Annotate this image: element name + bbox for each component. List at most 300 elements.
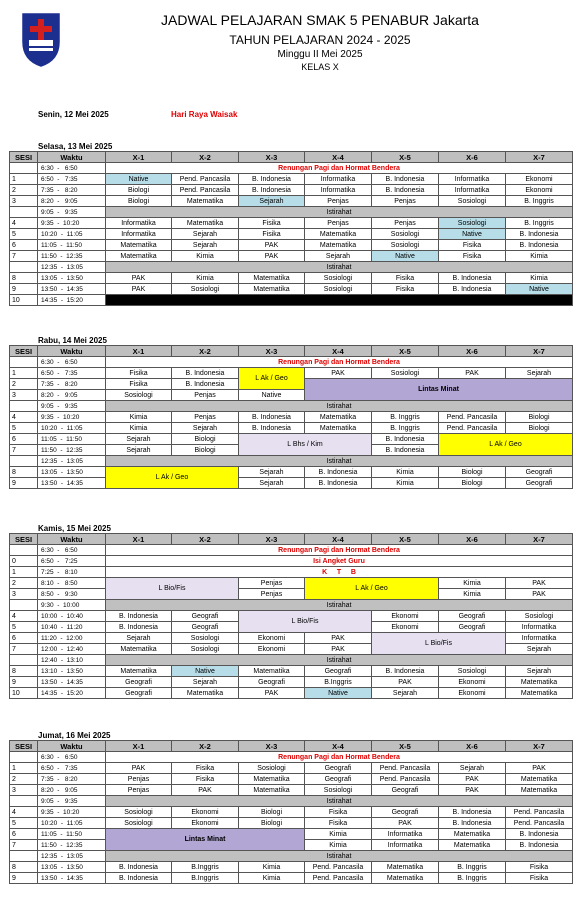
session-number [10, 545, 38, 556]
subject-cell: Ekonomi [172, 818, 239, 829]
subject-cell: Lintas Minat [106, 829, 305, 851]
time-cell: 13:05 - 13:50 [38, 467, 106, 478]
class-header: X-1 [106, 152, 172, 163]
session-number: 9 [10, 677, 38, 688]
session-number: 9 [10, 873, 38, 884]
session-number: 2 [10, 379, 38, 390]
academic-year: TAHUN PELAJARAN 2024 - 2025 [229, 33, 411, 47]
subject-cell: B. Indonesia [106, 611, 172, 622]
subject-cell: Isi Angket Guru [106, 556, 573, 567]
subject-cell: Matematika [305, 240, 372, 251]
subject-cell: L Bhs / Kim [239, 434, 372, 456]
subject-cell: Sosiologi [305, 273, 372, 284]
table-row [10, 556, 573, 567]
subject-cell: B. Indonesia [239, 174, 305, 185]
time-cell: 11:05 - 11:50 [38, 240, 106, 251]
subject-cell: Sejarah [106, 434, 172, 445]
subject-cell: B.Inggris [172, 873, 239, 884]
time-cell: 6:50 - 7:35 [38, 368, 106, 379]
subject-cell: Ekonomi [239, 633, 305, 644]
subject-cell: Sejarah [172, 240, 239, 251]
subject-cell: Penjas [106, 785, 172, 796]
holiday-note: Hari Raya Waisak [171, 110, 238, 119]
subject-cell: Geografi [439, 611, 506, 622]
class-header: X-4 [305, 346, 372, 357]
day-title: Rabu, 14 Mei 2025 [38, 336, 107, 345]
subject-cell: Kimia [172, 273, 239, 284]
subject-cell: Matematika [239, 785, 305, 796]
table-row [10, 752, 573, 763]
class-header: X-4 [305, 152, 372, 163]
subject-cell: Istirahat [106, 655, 573, 666]
table-row [10, 567, 573, 578]
time-header: Waktu [38, 346, 106, 357]
subject-cell: Pend. Pancasila [372, 763, 439, 774]
subject-cell: Renungan Pagi dan Hormat Bendera [106, 163, 573, 174]
session-number: 6 [10, 434, 38, 445]
subject-cell: Matematika [172, 688, 239, 699]
session-number [10, 207, 38, 218]
time-cell: 9:30 - 10:00 [38, 600, 106, 611]
subject-cell: Matematika [239, 284, 305, 295]
subject-cell: B. Indonesia [506, 229, 573, 240]
session-number: 0 [10, 556, 38, 567]
schedule-table [9, 533, 573, 699]
subject-cell: Biologi [172, 434, 239, 445]
subject-cell: Istirahat [106, 851, 573, 862]
subject-cell: K T B [106, 567, 573, 578]
time-cell: 13:05 - 13:50 [38, 862, 106, 873]
class-header: X-2 [172, 152, 239, 163]
table-row [10, 545, 573, 556]
subject-cell: B. Indonesia [106, 873, 172, 884]
subject-cell: Matematika [239, 273, 305, 284]
table-row [10, 163, 573, 174]
time-cell: 9:05 - 9:35 [38, 207, 106, 218]
subject-cell: Kimia [106, 412, 172, 423]
class-header: X-7 [506, 346, 573, 357]
subject-cell: B. Inggris [506, 196, 573, 207]
class-header: X-2 [172, 534, 239, 545]
subject-cell: L Bio/Fis [239, 611, 372, 633]
class-header: X-5 [372, 152, 439, 163]
subject-cell: Renungan Pagi dan Hormat Bendera [106, 752, 573, 763]
week-label: Minggu II Mei 2025 [277, 49, 363, 60]
subject-cell: Native [506, 284, 573, 295]
table-row [10, 240, 573, 251]
subject-cell: Fisika [372, 273, 439, 284]
time-header: Waktu [38, 152, 106, 163]
subject-cell: Fisika [305, 807, 372, 818]
class-header: X-4 [305, 741, 372, 752]
table-row [10, 796, 573, 807]
subject-cell: B.Inggris [172, 862, 239, 873]
subject-cell: Sejarah [172, 677, 239, 688]
subject-cell: Istirahat [106, 262, 573, 273]
subject-cell: PAK [439, 368, 506, 379]
table-row [10, 829, 573, 840]
subject-cell: Sosiologi [172, 644, 239, 655]
subject-cell: B. Indonesia [506, 840, 573, 851]
session-number: 4 [10, 611, 38, 622]
subject-cell: Geografi [439, 622, 506, 633]
time-header: Waktu [38, 741, 106, 752]
subject-cell: L Bio/Fis [372, 633, 506, 655]
subject-cell: Penjas [305, 196, 372, 207]
subject-cell: Geografi [372, 807, 439, 818]
time-header: Waktu [38, 534, 106, 545]
time-cell: 9:35 - 10:20 [38, 807, 106, 818]
session-number [10, 796, 38, 807]
table-row [10, 262, 573, 273]
subject-cell: Biologi [506, 423, 573, 434]
subject-cell: B. Indonesia [439, 818, 506, 829]
table-header-row [10, 741, 573, 752]
subject-cell: Fisika [172, 774, 239, 785]
time-cell: 6:50 - 7:25 [38, 556, 106, 567]
subject-cell: PAK [239, 688, 305, 699]
session-number: 4 [10, 807, 38, 818]
subject-cell: Matematika [172, 218, 239, 229]
subject-cell: Sosiologi [106, 390, 172, 401]
table-row [10, 284, 573, 295]
subject-cell: Sejarah [106, 445, 172, 456]
time-cell: 6:50 - 7:35 [38, 763, 106, 774]
table-row [10, 229, 573, 240]
session-number [10, 655, 38, 666]
time-cell: 13:50 - 14:35 [38, 873, 106, 884]
session-number: 4 [10, 412, 38, 423]
session-number: 3 [10, 589, 38, 600]
subject-cell: Sejarah [239, 467, 305, 478]
subject-cell: Istirahat [106, 207, 573, 218]
time-cell: 10:20 - 11:05 [38, 818, 106, 829]
subject-cell: Kimia [172, 251, 239, 262]
subject-cell: Sejarah [372, 688, 439, 699]
session-number: 7 [10, 840, 38, 851]
subject-cell: Kimia [239, 873, 305, 884]
subject-cell: PAK [506, 763, 573, 774]
subject-cell: PAK [239, 240, 305, 251]
class-label: KELAS X [301, 62, 339, 72]
table-row [10, 873, 573, 884]
time-cell: 14:35 - 15:20 [38, 688, 106, 699]
subject-cell: Ekonomi [439, 688, 506, 699]
subject-cell: Sejarah [506, 666, 573, 677]
subject-cell: PAK [305, 368, 372, 379]
time-cell: 10:20 - 11:05 [38, 423, 106, 434]
class-header: X-6 [439, 152, 506, 163]
subject-cell: Sosiologi [239, 763, 305, 774]
subject-cell: Sosiologi [106, 807, 172, 818]
subject-cell: Sejarah [506, 644, 573, 655]
table-row [10, 600, 573, 611]
subject-cell: Informatika [372, 829, 439, 840]
subject-cell: Biologi [239, 818, 305, 829]
subject-cell: B. Indonesia [439, 284, 506, 295]
subject-cell: Native [172, 666, 239, 677]
class-header: X-3 [239, 741, 305, 752]
time-cell: 12:40 - 13:10 [38, 655, 106, 666]
subject-cell: Kimia [305, 840, 372, 851]
session-number [10, 456, 38, 467]
time-cell: 9:05 - 9:35 [38, 401, 106, 412]
subject-cell: Penjas [239, 589, 305, 600]
session-number: 1 [10, 763, 38, 774]
session-number: 1 [10, 368, 38, 379]
subject-cell: B. Indonesia [372, 666, 439, 677]
table-row [10, 401, 573, 412]
subject-cell: Geografi [106, 688, 172, 699]
subject-cell: Fisika [106, 368, 172, 379]
subject-cell: Kimia [506, 273, 573, 284]
subject-cell: PAK [439, 785, 506, 796]
subject-cell: Matematika [106, 644, 172, 655]
time-cell: 12:35 - 13:05 [38, 851, 106, 862]
session-number: 2 [10, 774, 38, 785]
subject-cell: Fisika [372, 284, 439, 295]
session-number [10, 357, 38, 368]
session-number: 5 [10, 423, 38, 434]
subject-cell: Matematika [305, 423, 372, 434]
subject-cell: Native [239, 390, 305, 401]
table-row [10, 785, 573, 796]
time-cell: 7:25 - 8:10 [38, 567, 106, 578]
subject-cell: Informatika [439, 174, 506, 185]
sesi-header: SESI [10, 346, 38, 357]
table-row [10, 478, 573, 489]
day-title: Jumat, 16 Mei 2025 [38, 731, 111, 740]
session-number: 6 [10, 240, 38, 251]
table-row [10, 207, 573, 218]
session-number: 8 [10, 273, 38, 284]
subject-cell: B.Inggris [305, 677, 372, 688]
subject-cell: Ekonomi [439, 677, 506, 688]
subject-cell: Ekonomi [506, 174, 573, 185]
subject-cell: Geografi [172, 622, 239, 633]
subject-cell: Sosiologi [506, 611, 573, 622]
time-cell: 8:50 - 9:30 [38, 589, 106, 600]
table-row [10, 589, 573, 600]
session-number: 6 [10, 633, 38, 644]
table-row [10, 688, 573, 699]
subject-cell: PAK [305, 633, 372, 644]
time-cell: 7:35 - 8:20 [38, 774, 106, 785]
session-number: 8 [10, 666, 38, 677]
subject-cell: Renungan Pagi dan Hormat Bendera [106, 357, 573, 368]
session-number: 2 [10, 185, 38, 196]
time-cell: 8:20 - 9:05 [38, 390, 106, 401]
subject-cell: Matematika [106, 666, 172, 677]
session-number: 3 [10, 196, 38, 207]
table-row [10, 818, 573, 829]
subject-cell: Fisika [172, 763, 239, 774]
subject-cell: Kimia [239, 862, 305, 873]
subject-cell: Matematika [172, 196, 239, 207]
subject-cell: L Ak / Geo [439, 434, 573, 456]
subject-cell: Informatika [305, 174, 372, 185]
session-number [10, 401, 38, 412]
subject-cell: Native [372, 251, 439, 262]
schedule-table [9, 740, 573, 884]
subject-cell: Geografi [305, 666, 372, 677]
session-number: 7 [10, 644, 38, 655]
subject-cell: Sosiologi [172, 284, 239, 295]
subject-cell: Penjas [372, 218, 439, 229]
subject-cell: Matematika [239, 774, 305, 785]
subject-cell: Kimia [506, 251, 573, 262]
monday-date: Senin, 12 Mei 2025 [38, 110, 109, 119]
subject-cell: Pend. Pancasila [506, 807, 573, 818]
subject-cell: Sosiologi [372, 240, 439, 251]
day-title: Selasa, 13 Mei 2025 [38, 142, 113, 151]
time-cell: 9:35 - 10:20 [38, 218, 106, 229]
subject-cell: Penjas [305, 218, 372, 229]
time-cell: 6:50 - 7:35 [38, 174, 106, 185]
subject-cell: Penjas [106, 774, 172, 785]
subject-cell: B. Indonesia [439, 807, 506, 818]
subject-cell: Informatika [439, 185, 506, 196]
subject-cell: Kimia [305, 829, 372, 840]
table-row [10, 196, 573, 207]
class-header: X-6 [439, 741, 506, 752]
subject-cell: Biologi [239, 807, 305, 818]
subject-cell: Pend. Pancasila [305, 862, 372, 873]
time-cell: 10:20 - 11:05 [38, 229, 106, 240]
sesi-header: SESI [10, 741, 38, 752]
subject-cell: Sejarah [172, 423, 239, 434]
subject-cell: Pend. Pancasila [506, 818, 573, 829]
subject-cell: Informatika [506, 633, 573, 644]
subject-cell: PAK [172, 785, 239, 796]
time-cell: 10:40 - 11:20 [38, 622, 106, 633]
session-number [10, 163, 38, 174]
subject-cell: Geografi [372, 785, 439, 796]
subject-cell: Ekonomi [506, 185, 573, 196]
subject-cell: Sosiologi [106, 818, 172, 829]
time-cell: 11:05 - 11:50 [38, 829, 106, 840]
session-number: 8 [10, 467, 38, 478]
subject-cell: Sejarah [239, 196, 305, 207]
subject-cell: B. Indonesia [506, 240, 573, 251]
table-row [10, 611, 573, 622]
session-number: 2 [10, 578, 38, 589]
subject-cell: Fisika [239, 229, 305, 240]
subject-cell: Fisika [305, 818, 372, 829]
time-cell: 12:35 - 13:05 [38, 456, 106, 467]
table-row [10, 434, 573, 445]
subject-cell: Penjas [172, 412, 239, 423]
subject-cell: B. Inggris [439, 862, 506, 873]
subject-cell: B. Inggris [439, 873, 506, 884]
subject-cell [106, 295, 573, 306]
subject-cell: Biologi [106, 196, 172, 207]
subject-cell: Lintas Minat [305, 379, 573, 401]
subject-cell: B. Indonesia [372, 434, 439, 445]
subject-cell: L Ak / Geo [106, 467, 239, 489]
subject-cell: PAK [106, 273, 172, 284]
table-row [10, 807, 573, 818]
subject-cell: Ekonomi [372, 611, 439, 622]
subject-cell: Matematika [372, 873, 439, 884]
class-header: X-5 [372, 534, 439, 545]
session-number: 5 [10, 229, 38, 240]
subject-cell: Kimia [106, 423, 172, 434]
subject-cell: Sosiologi [439, 196, 506, 207]
subject-cell: Ekonomi [172, 807, 239, 818]
subject-cell: Biologi [439, 467, 506, 478]
subject-cell: PAK [239, 251, 305, 262]
session-number: 9 [10, 478, 38, 489]
session-number: 9 [10, 284, 38, 295]
subject-cell: Sejarah [239, 478, 305, 489]
subject-cell: Fisika [506, 873, 573, 884]
time-cell: 13:50 - 14:35 [38, 478, 106, 489]
subject-cell: B. Inggris [372, 412, 439, 423]
class-header: X-4 [305, 534, 372, 545]
table-row [10, 456, 573, 467]
table-row [10, 677, 573, 688]
subject-cell: Native [106, 174, 172, 185]
subject-cell: Penjas [172, 390, 239, 401]
table-row [10, 763, 573, 774]
subject-cell: Sejarah [106, 633, 172, 644]
time-cell: 11:50 - 12:35 [38, 251, 106, 262]
table-row [10, 251, 573, 262]
subject-cell: B. Inggris [506, 218, 573, 229]
subject-cell: Matematika [305, 412, 372, 423]
subject-cell: Kimia [439, 578, 506, 589]
time-cell: 8:20 - 9:05 [38, 196, 106, 207]
subject-cell: L Bio/Fis [106, 578, 239, 600]
subject-cell: L Ak / Geo [305, 578, 439, 600]
school-logo [20, 12, 62, 68]
session-number: 7 [10, 445, 38, 456]
table-row [10, 273, 573, 284]
subject-cell: B. Indonesia [106, 862, 172, 873]
subject-cell: Fisika [239, 218, 305, 229]
time-cell: 13:10 - 13:50 [38, 666, 106, 677]
subject-cell: Informatika [372, 840, 439, 851]
session-number: 4 [10, 218, 38, 229]
table-row [10, 851, 573, 862]
subject-cell: Pend. Pancasila [305, 873, 372, 884]
subject-cell: PAK [372, 677, 439, 688]
subject-cell: Kimia [439, 589, 506, 600]
subject-cell: Fisika [106, 379, 172, 390]
subject-cell: Penjas [239, 578, 305, 589]
time-cell: 13:50 - 14:35 [38, 677, 106, 688]
subject-cell: PAK [305, 644, 372, 655]
session-number: 8 [10, 862, 38, 873]
subject-cell: Pend. Pancasila [372, 774, 439, 785]
subject-cell: Informatika [506, 622, 573, 633]
subject-cell: B. Indonesia [305, 478, 372, 489]
class-header: X-1 [106, 741, 172, 752]
table-row [10, 185, 573, 196]
class-header: X-3 [239, 346, 305, 357]
subject-cell: PAK [106, 763, 172, 774]
class-header: X-3 [239, 534, 305, 545]
time-cell: 9:35 - 10:20 [38, 412, 106, 423]
class-header: X-1 [106, 534, 172, 545]
class-header: X-6 [439, 346, 506, 357]
table-row [10, 174, 573, 185]
subject-cell: Ekonomi [372, 622, 439, 633]
subject-cell: Sosiologi [439, 218, 506, 229]
table-row [10, 633, 573, 644]
subject-cell: Informatika [106, 218, 172, 229]
